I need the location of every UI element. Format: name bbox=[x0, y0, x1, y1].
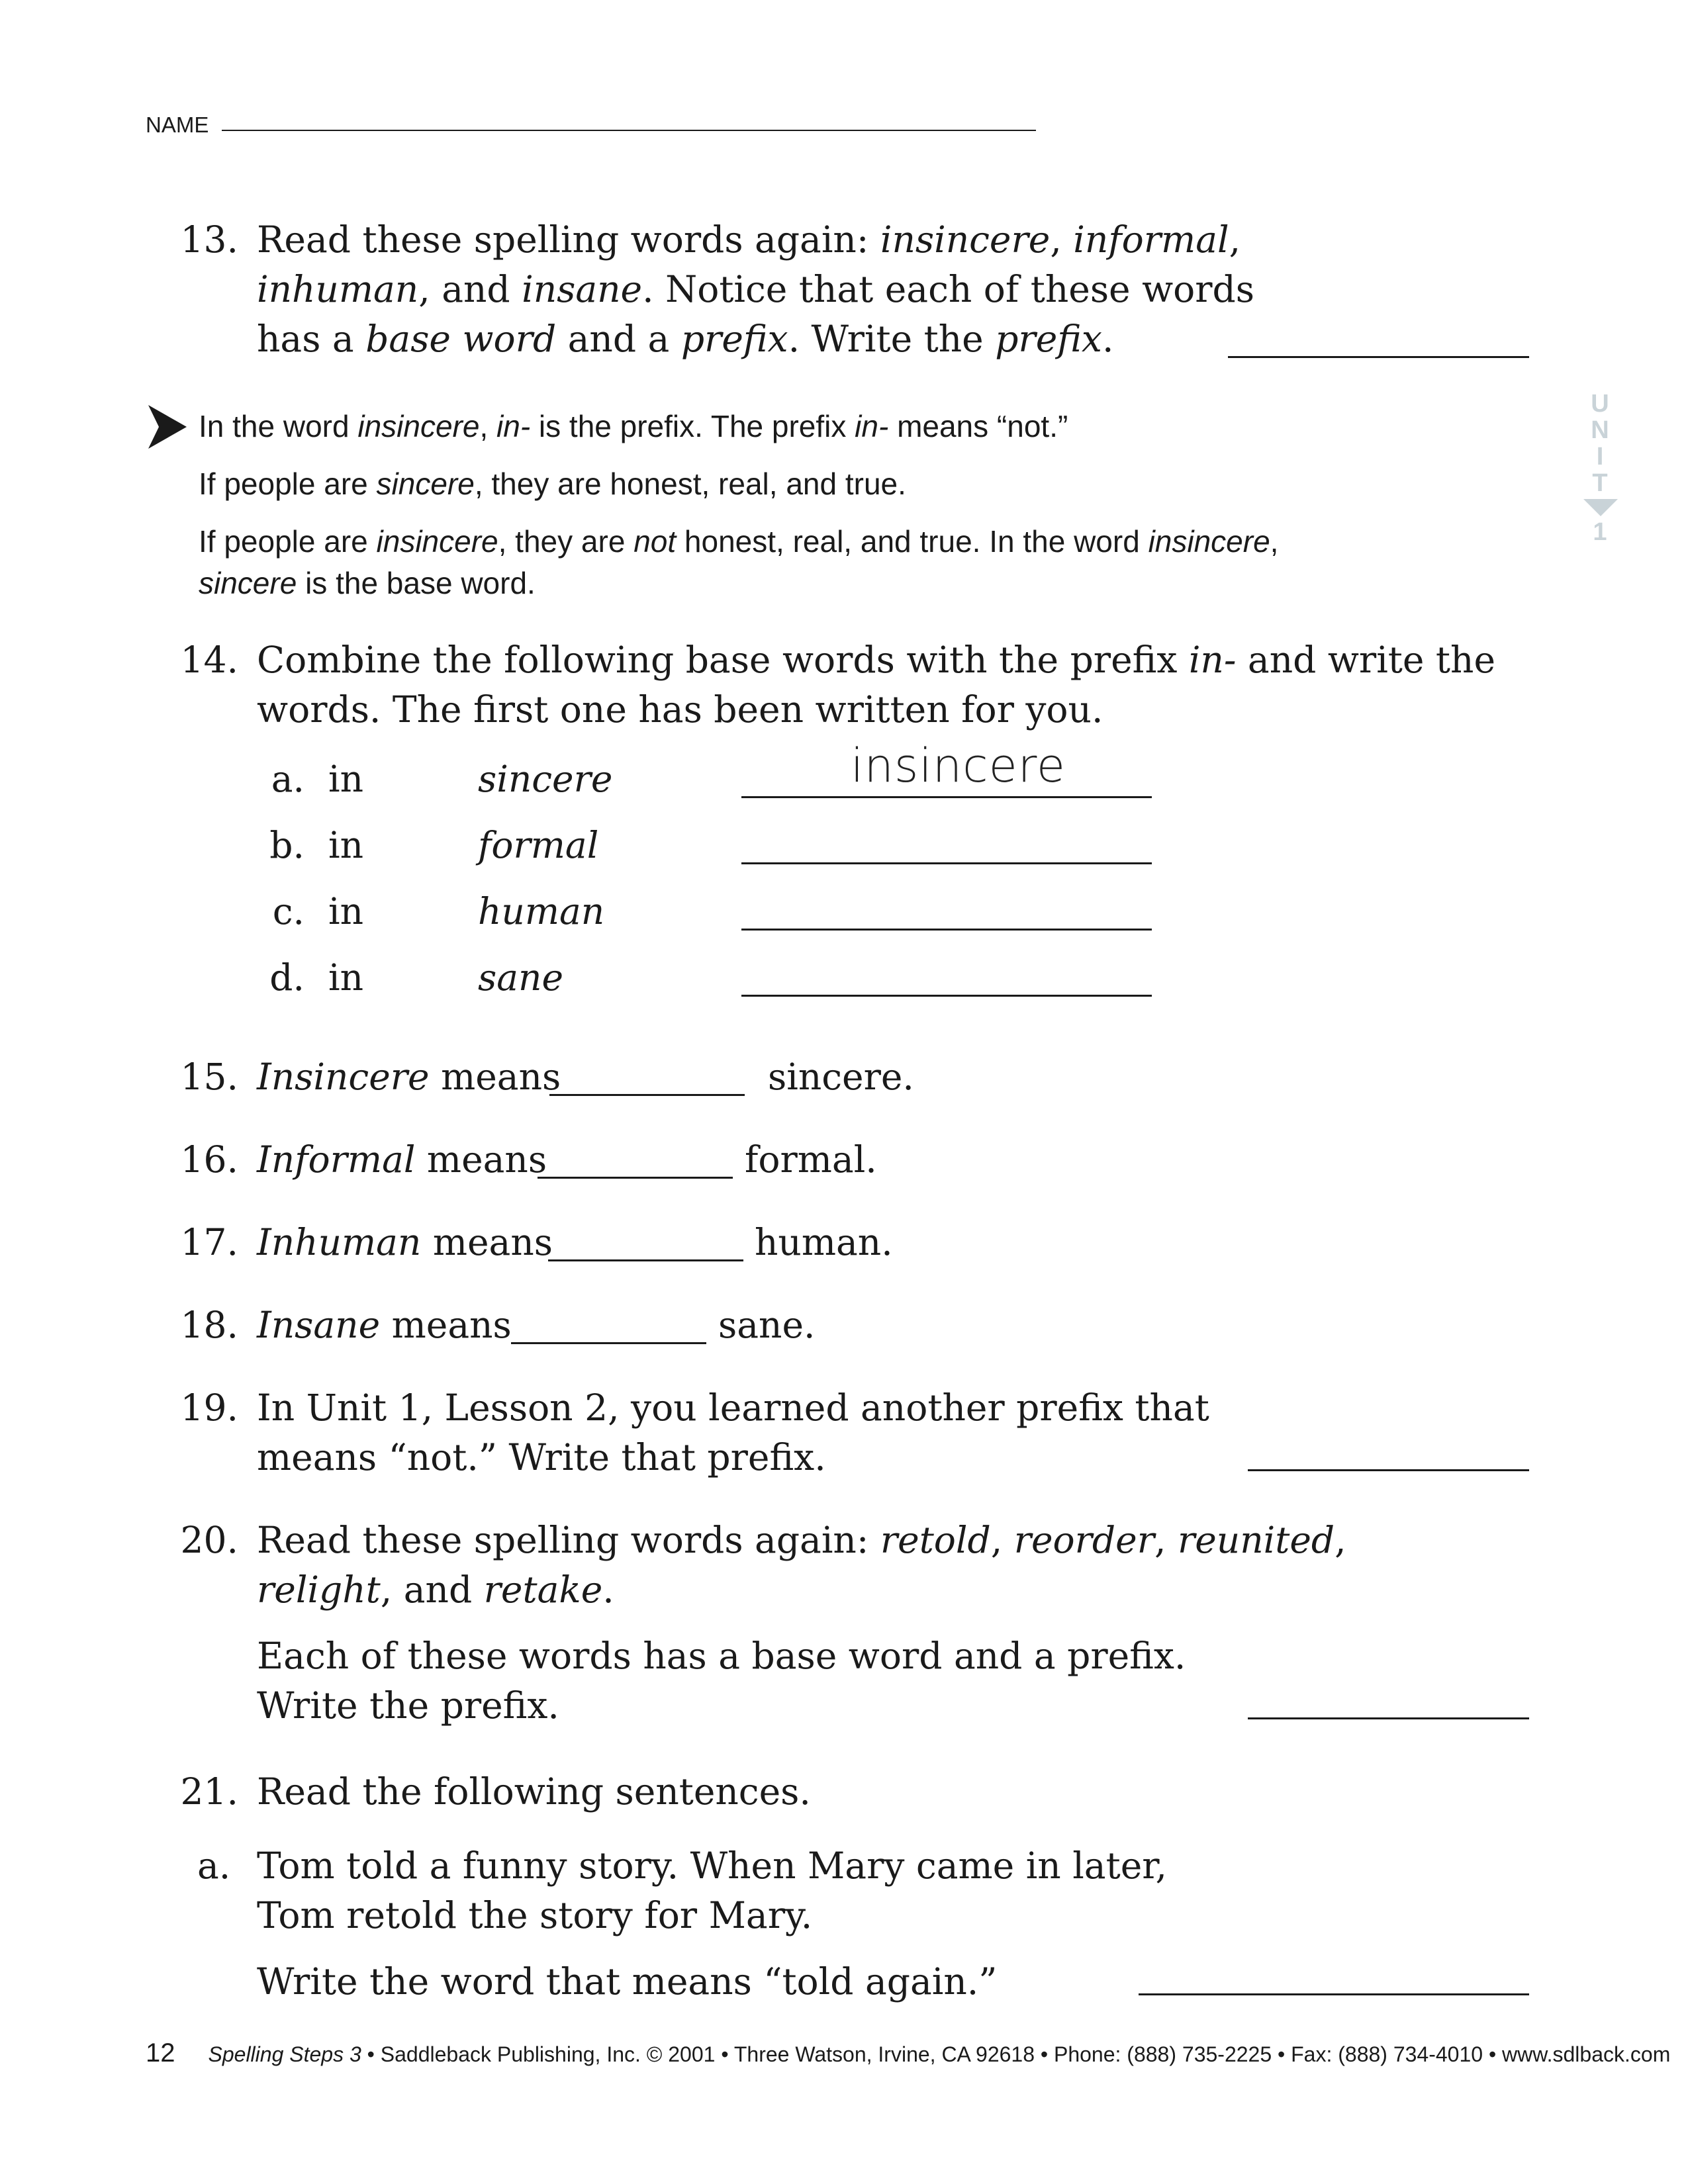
sub-item-letter: c. bbox=[272, 890, 305, 933]
publisher-info: • Saddleback Publishing, Inc. © 2001 • Three Watson, Irvine, CA 92618 • Phone: (888) 735-2225 • Fax: (888) 734-4010 • www.sdlback.com bbox=[361, 2042, 1671, 2066]
question-line-end: human. bbox=[755, 1221, 893, 1263]
question-line: words. The first one has been written for you. bbox=[257, 688, 1103, 731]
question-line: Inhuman means bbox=[257, 1221, 553, 1263]
sub-item-letter: a. bbox=[271, 758, 305, 800]
answer-line-20[interactable] bbox=[1248, 1717, 1529, 1719]
question-line: has a base word and a prefix. Write the prefix. bbox=[257, 318, 1114, 360]
question-line: Read the following sentences. bbox=[257, 1770, 811, 1813]
question-number: 21. bbox=[180, 1770, 238, 1813]
answer-line-15[interactable] bbox=[549, 1094, 745, 1096]
book-title: Spelling Steps 3 bbox=[208, 2042, 361, 2066]
unit-letter: U bbox=[1591, 390, 1609, 418]
name-field-line[interactable] bbox=[222, 130, 1036, 131]
sub-item-word: human bbox=[478, 890, 605, 933]
question-number: 16. bbox=[180, 1138, 238, 1181]
answer-line-14b[interactable] bbox=[741, 862, 1152, 864]
unit-letter: T bbox=[1592, 469, 1608, 497]
sub-item-word: sane bbox=[478, 956, 563, 999]
answer-line-14c[interactable] bbox=[741, 929, 1152, 931]
question-line-end: sane. bbox=[718, 1304, 816, 1346]
question-line-end: sincere. bbox=[768, 1056, 914, 1098]
page-number: 12 bbox=[146, 2038, 175, 2068]
sub-item-prefix: in bbox=[328, 890, 364, 933]
answer-line-16[interactable] bbox=[538, 1177, 733, 1179]
answer-line-18[interactable] bbox=[511, 1342, 706, 1344]
question-line: Each of these words has a base word and a prefix. bbox=[257, 1635, 1186, 1677]
question-line: Insincere means bbox=[257, 1056, 561, 1098]
question-line-end: formal. bbox=[745, 1138, 877, 1181]
arrow-pointer-icon bbox=[147, 404, 188, 450]
sub-item-letter: b. bbox=[269, 824, 305, 866]
question-line: Write the word that means “told again.” bbox=[257, 1960, 998, 2003]
question-line: inhuman, and insane. Notice that each of these words bbox=[257, 268, 1254, 310]
question-number: 17. bbox=[180, 1221, 238, 1263]
question-line: Combine the following base words with the prefix in- and write the bbox=[257, 639, 1495, 681]
question-line: In Unit 1, Lesson 2, you learned another prefix that bbox=[257, 1387, 1209, 1429]
question-line: Read these spelling words again: retold, reorder, reunited, bbox=[257, 1519, 1346, 1561]
sub-item-prefix: in bbox=[328, 824, 364, 866]
sub-item-prefix: in bbox=[328, 758, 364, 800]
unit-letter: I bbox=[1596, 443, 1604, 471]
question-line: means “not.” Write that prefix. bbox=[257, 1436, 826, 1479]
question-line: Write the prefix. bbox=[257, 1684, 559, 1727]
answer-line-17[interactable] bbox=[548, 1259, 743, 1261]
question-line: Tom told a funny story. When Mary came in later, bbox=[257, 1844, 1167, 1887]
sub-item-word: formal bbox=[478, 824, 599, 866]
sub-item-prefix: in bbox=[328, 956, 364, 999]
question-number: 20. bbox=[180, 1519, 238, 1561]
answer-line-21a[interactable] bbox=[1139, 1993, 1529, 1995]
question-number: 13. bbox=[180, 218, 238, 261]
sub-item-letter: a. bbox=[197, 1844, 231, 1887]
sub-item-word: sincere bbox=[478, 758, 613, 800]
page-footer bbox=[146, 2038, 1670, 2068]
answer-line-19[interactable] bbox=[1248, 1469, 1529, 1471]
question-number: 19. bbox=[180, 1387, 238, 1429]
question-line: relight, and retake. bbox=[257, 1569, 614, 1611]
question-number: 15. bbox=[180, 1056, 238, 1098]
question-number: 18. bbox=[180, 1304, 238, 1346]
triangle-marker-icon bbox=[1583, 499, 1618, 516]
handwritten-answer: insincere bbox=[851, 739, 1066, 793]
sub-item-letter: d. bbox=[269, 956, 305, 999]
answer-line-14a[interactable] bbox=[741, 796, 1152, 798]
answer-line-13[interactable] bbox=[1228, 356, 1529, 358]
note-line: In the word insincere, in- is the prefix. The prefix in- means “not.” bbox=[199, 409, 1068, 443]
unit-number: 1 bbox=[1593, 518, 1607, 546]
question-line: Insane means bbox=[257, 1304, 512, 1346]
unit-side-tab bbox=[1583, 390, 1617, 545]
note-line: sincere is the base word. bbox=[199, 566, 536, 600]
question-line: Tom retold the story for Mary. bbox=[257, 1894, 813, 1936]
note-line: If people are insincere, they are not honest, real, and true. In the word insincere, bbox=[199, 524, 1279, 559]
note-line: If people are sincere, they are honest, real, and true. bbox=[199, 467, 906, 501]
question-line: Read these spelling words again: insincere, informal, bbox=[257, 218, 1241, 261]
name-label: NAME bbox=[146, 113, 209, 137]
unit-letter: N bbox=[1591, 416, 1609, 444]
question-number: 14. bbox=[180, 639, 238, 681]
question-line: Informal means bbox=[257, 1138, 547, 1181]
answer-line-14d[interactable] bbox=[741, 995, 1152, 997]
